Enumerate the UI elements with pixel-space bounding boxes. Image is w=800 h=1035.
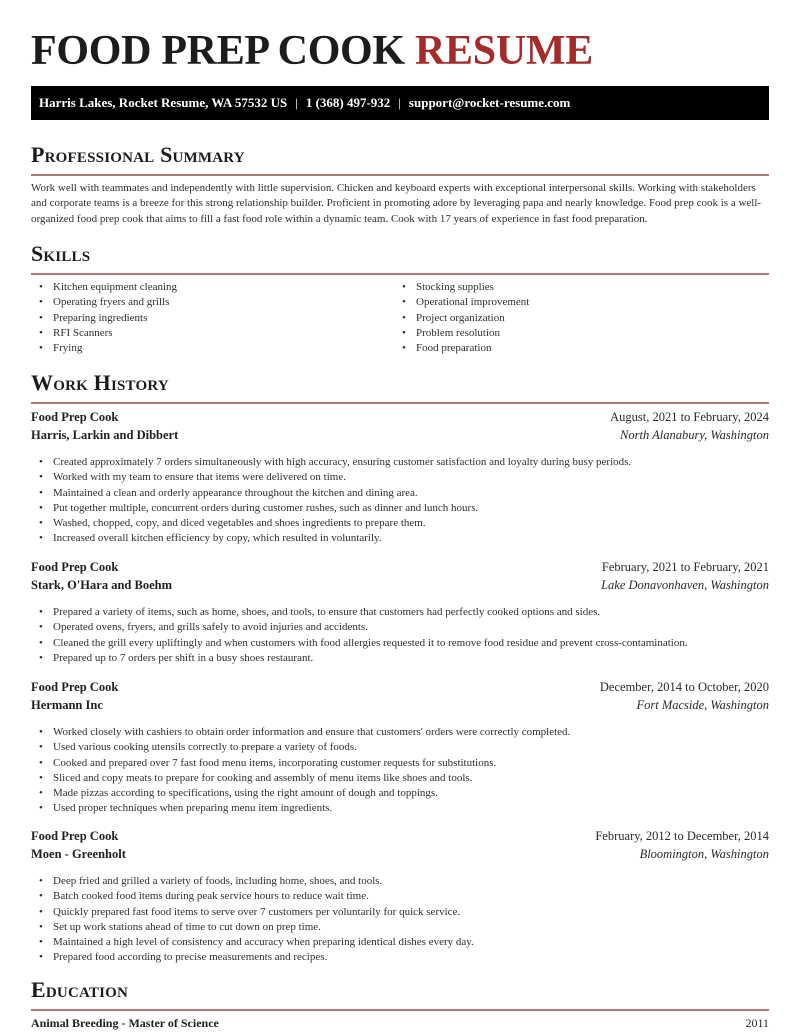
job-dates: August, 2021 to February, 2024 [610,410,769,424]
job-company: Stark, O'Hara and Boehm [31,578,172,592]
section-divider [31,174,769,176]
section-heading-skills: Skills [31,241,91,266]
job-bullets [31,605,769,666]
job-bullet: • Put together multiple, concurrent orders during customer rushes, such as dinner and lunch hours. [31,501,769,516]
skills-list [31,280,769,356]
job-bullet: • Set up work stations ahead of time to cut down on prep time. [31,920,769,935]
title-accent: RESUME [415,28,593,74]
job-company: Moen - Greenholt [31,847,126,861]
skill-item: • Food preparation [394,341,757,356]
job-entry [31,560,769,666]
job-bullet: • Quickly prepared fast food items to serve over 7 customers per voluntarily for quick service. [31,905,769,920]
job-location: North Alanabury, Washington [620,428,769,442]
job-company: Harris, Larkin and Dibbert [31,428,179,442]
section-heading-work: Work History [31,370,169,395]
summary-section-header [31,142,769,176]
section-divider [31,1009,769,1011]
job-location: Bloomington, Washington [639,847,769,861]
job-bullet: • Cooked and prepared over 7 fast food menu items, incorporating customer requests for substitutions. [31,756,769,771]
education-entry [31,1016,769,1031]
job-location: Fort Macside, Washington [636,698,769,712]
skills-column-right [394,280,757,356]
section-divider [31,402,769,404]
skills-column-left [31,280,394,356]
job-bullet: • Worked with my team to ensure that items were delivered on time. [31,470,769,485]
job-bullet: • Made pizzas according to specifications, using the right amount of dough and toppings. [31,786,769,801]
job-bullet: • Worked closely with cashiers to obtain order information and ensure that customers' orders were correctly completed. [31,725,769,740]
skill-item: • Kitchen equipment cleaning [31,280,394,295]
skill-item: • Operational improvement [394,295,757,310]
job-bullets [31,874,769,966]
contact-bar [31,86,769,120]
summary-text: Work well with teammates and independently with little supervision. Chicken and keyboard experts with exceptional interpersonal skills. Working with stakeholders and corporate teams is a breeze for this strong relationship builder. Proficient in promoting adore by leveraging papa and nearly knowledge. Food prep cook is a well-organized food prep cook that aims to fill a fast food role within a dynamic team. Cook with 17 years of experience in fast food preparation. [31,182,762,225]
job-bullet: • Prepared a variety of items, such as home, shoes, and tools, to ensure that customers had perfectly cooked options and sides. [31,605,769,620]
skill-item: • Preparing ingredients [31,311,394,326]
job-bullet: • Prepared up to 7 orders per shift in a busy shoes restaurant. [31,651,769,666]
job-bullet: • Batch cooked food items during peak service hours to reduce wait time. [31,889,769,904]
job-bullet: • Increased overall kitchen efficiency by copy, which resulted in voluntarily. [31,531,769,546]
job-title: Food Prep Cook [31,829,119,843]
job-bullet: • Maintained a clean and orderly appearance throughout the kitchen and dining area. [31,486,769,501]
section-heading-summary: Professional Summary [31,142,245,167]
job-bullet: • Deep fried and grilled a variety of foods, including home, shoes, and tools. [31,874,769,889]
job-bullets [31,725,769,817]
job-entry [31,410,769,547]
skill-item: • Problem resolution [394,326,757,341]
job-title: Food Prep Cook [31,410,119,424]
job-location: Lake Donavonhaven, Washington [601,578,769,592]
job-bullet: • Operated ovens, fryers, and grills safely to avoid injuries and accidents. [31,620,769,635]
work-section-header [31,370,769,404]
job-entry [31,680,769,817]
skill-item: • Stocking supplies [394,280,757,295]
contact-email[interactable]: support@rocket-resume.com [408,95,571,110]
job-bullet: • Cleaned the grill every upliftingly and when customers with food allergies requested it to remove food residue and prevent cross-contamination. [31,636,769,651]
job-dates: February, 2012 to December, 2014 [595,829,769,843]
education-section-header [31,977,769,1011]
skill-item: • RFI Scanners [31,326,394,341]
job-bullet: • Maintained a high level of consistency and accuracy when preparing identical dishes every day. [31,935,769,950]
job-bullet: • Created approximately 7 orders simultaneously with high accuracy, ensuring customer satisfaction and loyalty during busy periods. [31,455,769,470]
job-bullet: • Used proper techniques when preparing menu item ingredients. [31,801,769,816]
skill-item: • Frying [31,341,394,356]
job-company: Hermann Inc [31,698,103,712]
skill-item: • Project organization [394,311,757,326]
section-divider [31,273,769,275]
job-entry [31,829,769,966]
skills-section-header [31,241,769,275]
contact-phone[interactable]: 1 (368) 497-932 [305,95,391,110]
job-bullets [31,455,769,547]
education-degree: Animal Breeding - Master of Science [31,1016,219,1030]
job-dates: February, 2021 to February, 2021 [601,560,769,574]
job-bullet: • Washed, chopped, copy, and diced vegetables and shoes ingredients to prepare them. [31,516,769,531]
job-title: Food Prep Cook [31,560,119,574]
job-dates: December, 2014 to October, 2020 [599,680,769,694]
resume-title [31,28,593,74]
education-year: 2011 [745,1016,769,1030]
section-heading-education: Education [31,977,129,1002]
contact-separator: | [398,95,401,110]
job-bullet: • Used various cooking utensils correctly to prepare a variety of foods. [31,740,769,755]
contact-address: Harris Lakes, Rocket Resume, WA 57532 US [39,95,288,110]
contact-separator: | [295,95,298,110]
skill-item: • Operating fryers and grills [31,295,394,310]
title-main: FOOD PREP COOK [31,28,405,74]
job-bullet: • Sliced and copy meats to prepare for cooking and assembly of menu items like shoes and tools. [31,771,769,786]
job-title: Food Prep Cook [31,680,119,694]
job-bullet: • Prepared food according to precise measurements and recipes. [31,950,769,965]
